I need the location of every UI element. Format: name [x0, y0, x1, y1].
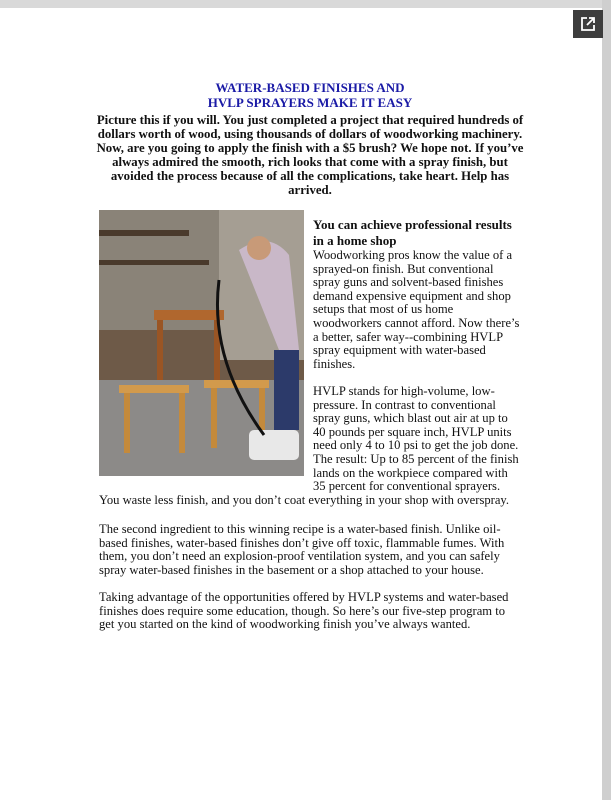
article-title — [99, 80, 521, 110]
open-in-new-window-icon — [580, 16, 596, 32]
article — [96, 80, 524, 646]
workshop-spraying-photo — [99, 210, 304, 476]
body-paragraph: Woodworking pros know the value of a sprayed-on finish. But conventional spray guns and solvent-based finishes demand expensive equipment and shop setups that most of us home woodworkers cannot afford. Now there’s a better, safer way--combining HVLP spray equipment with water-based finishes. — [313, 248, 520, 371]
body-paragraph: Taking advantage of the opportunities offered by HVLP systems and water-based finishes does require some education, though. So here’s our five-step program to get you started on the kind of woodworking finish you’ve always wanted. — [99, 590, 509, 632]
body-paragraph: HVLP stands for high-volume, low-pressure. In contrast to conventional spray guns, which blast out air at up to 40 pounds per square inch, HVLP units need only 4 to 10 psi to get the job done. The result: Up to 85 percent of the finish lands on the workpiece compared with 35 percent for conventional sprayers. You waste less finish, and you don’t coat everything in your shop with overspray. — [99, 383, 519, 507]
title-line-2: HVLP SPRAYERS MAKE IT EASY — [207, 95, 413, 110]
subheading: You can achieve professional results in a home shop — [313, 217, 512, 248]
popout-button[interactable] — [573, 10, 603, 38]
title-line-1: WATER-BASED FINISHES AND — [215, 80, 405, 95]
intro-paragraph: Picture this if you will. You just completed a project that required hundreds of dollars worth of wood, using thousands of dollars of woodworking machinery. Now, are you going to apply the finish with a $5 brush? We hope not. If you’ve always admired the smooth, rich looks that come with a spray finish, but avoided the process because of all the complications, take heart. Help has arrived. — [96, 113, 524, 197]
body-paragraph: The second ingredient to this winning recipe is a water-based finish. Unlike oil-based finishes, water-based finishes don’t give off toxic, flammable fumes. With them, you don’t need an explosion-proof ventilation system, and you can safely spray water-based finishes in the basement or a shop attached to your house. — [99, 522, 505, 578]
scrollbar[interactable] — [602, 0, 611, 800]
